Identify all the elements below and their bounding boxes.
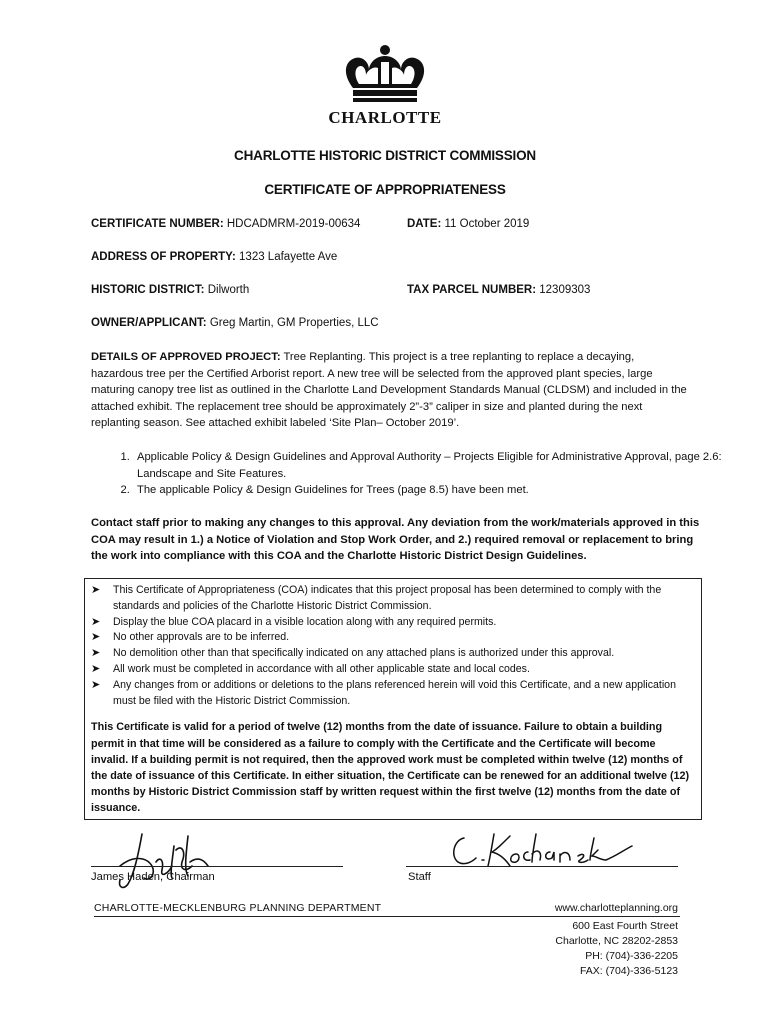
condition-item bbox=[91, 630, 691, 646]
conditions-list bbox=[85, 579, 701, 709]
condition-text: This Certificate of Appropriateness (COA) indicates that this project proposal has been determined to comply with the standards and policies of the Charlotte Historic District Commission. bbox=[113, 584, 662, 612]
arrow-bullet-icon: ➤ bbox=[91, 647, 101, 660]
address-value: 1323 Lafayette Ave bbox=[239, 251, 338, 263]
owner-value: Greg Martin, GM Properties, LLC bbox=[209, 317, 379, 329]
owner-label: OWNER/APPLICANT: bbox=[91, 317, 207, 329]
certificate-number-value: HDCADMRM-2019-00634 bbox=[226, 218, 361, 230]
arrow-bullet-icon: ➤ bbox=[91, 662, 101, 675]
condition-item bbox=[91, 662, 691, 678]
conditions-box bbox=[84, 578, 702, 820]
condition-text: All work must be completed in accordance with all other applicable state and local codes. bbox=[113, 662, 530, 675]
district-field bbox=[91, 284, 249, 296]
change-warning: Contact staff prior to making any changes to this approval. Any deviation from the work/materials approved in this COA may result in 1.) a Notice of Violation and Stop Work Order, and 2.) required removal or replacement to bring the work into compliance with this COA and the Charlotte Historic District Design Guidelines. bbox=[91, 517, 700, 562]
owner-field bbox=[91, 317, 379, 329]
website-link[interactable]: www.charlotteplanning.org bbox=[554, 902, 678, 914]
arrow-bullet-icon: ➤ bbox=[91, 584, 101, 596]
arrow-bullet-icon: ➤ bbox=[91, 678, 101, 691]
project-details bbox=[91, 349, 689, 432]
chairman-label: James Haden, Chairman bbox=[91, 871, 215, 883]
chairman-signature-icon bbox=[112, 826, 222, 896]
date-field bbox=[407, 218, 529, 230]
address-line-1: 600 East Fourth Street bbox=[572, 920, 678, 932]
page-subtitle: CERTIFICATE OF APPROPRIATENESS bbox=[264, 182, 506, 197]
policy-item: 1. Applicable Policy & Design Guidelines and Approval Authority – Projects Eligible for Administrative Approval, page 2.6: Landscape and Site Features. bbox=[133, 449, 731, 482]
page-title: CHARLOTTE HISTORIC DISTRICT COMMISSION bbox=[234, 148, 536, 163]
date-value: 11 October 2019 bbox=[444, 218, 530, 230]
condition-text: Display the blue COA placard in a visible location along with any required permits. bbox=[113, 615, 497, 628]
condition-text: Any changes from or additions or deletions to the plans referenced herein will void this Certificate, and a new application must be filed with the Historic District Commission. bbox=[113, 678, 676, 707]
chairman-signature-line bbox=[91, 866, 343, 867]
crown-icon bbox=[339, 44, 431, 106]
condition-item bbox=[91, 646, 691, 662]
district-value: Dilworth bbox=[207, 284, 250, 296]
certificate-number bbox=[91, 218, 360, 230]
condition-item bbox=[91, 678, 691, 710]
logo-wordmark: CHARLOTTE bbox=[328, 108, 442, 127]
parcel-label: TAX PARCEL NUMBER: bbox=[407, 284, 537, 296]
staff-label: Staff bbox=[408, 871, 431, 883]
fax-number: FAX: (704)-336-5123 bbox=[579, 965, 678, 977]
policy-list bbox=[91, 449, 731, 499]
validity-notice: This Certificate is valid for a period of twelve (12) months from the date of issuance. Failure to obtain a building permit in that time will be considered as a failure to comply with the Certificate and the Certificate will become invalid. If a building permit is not required, then the approved work must be completed within twelve (12) months of the date of issuance of this Certificate. In either situation, the Certificate can be renewed for an additional twelve (12) months by Historic District Commission staff by written request within the first twelve (12) months from the date of issuance. bbox=[91, 721, 690, 815]
condition-text: No demolition other than that specifically indicated on any attached plans is authorized under this approval. bbox=[113, 647, 615, 660]
date-label: DATE: bbox=[407, 218, 442, 230]
condition-text: No other approvals are to be inferred. bbox=[113, 631, 290, 644]
charlotte-logo bbox=[320, 44, 450, 128]
policy-item: 2. The applicable Policy & Design Guidelines for Trees (page 8.5) have been met. bbox=[133, 482, 731, 499]
address-line-2: Charlotte, NC 28202-2853 bbox=[555, 935, 678, 947]
parcel-value: 12309303 bbox=[539, 284, 591, 296]
parcel-field bbox=[407, 284, 590, 296]
condition-item bbox=[91, 583, 691, 615]
footer-divider bbox=[94, 916, 680, 917]
project-details-text: Tree Replanting. This project is a tree replanting to replace a decaying, hazardous tree per the Certified Arborist report. A new tree will be selected from the approved plant species, large maturing canopy tree list as outlined in the Charlotte Land Development Standards Manual (CLDSM) and included in the attached exhibit. The replacement tree should be approximately 2”-3” caliper in size and planted during the next replanting season. See attached exhibit labeled ‘Site Plan– October 2019’. bbox=[91, 351, 687, 429]
planning-department: CHARLOTTE-MECKLENBURG PLANNING DEPARTMENT bbox=[94, 902, 382, 914]
certificate-number-label: CERTIFICATE NUMBER: bbox=[91, 218, 224, 230]
district-label: HISTORIC DISTRICT: bbox=[91, 284, 205, 296]
address-field bbox=[91, 251, 337, 263]
arrow-bullet-icon: ➤ bbox=[91, 615, 101, 628]
phone-number: PH: (704)-336-2205 bbox=[585, 950, 678, 962]
staff-signature-line bbox=[406, 866, 678, 867]
project-details-label: DETAILS OF APPROVED PROJECT: bbox=[91, 351, 281, 363]
address-label: ADDRESS OF PROPERTY: bbox=[91, 251, 236, 263]
condition-item bbox=[91, 615, 691, 631]
arrow-bullet-icon: ➤ bbox=[91, 631, 101, 644]
